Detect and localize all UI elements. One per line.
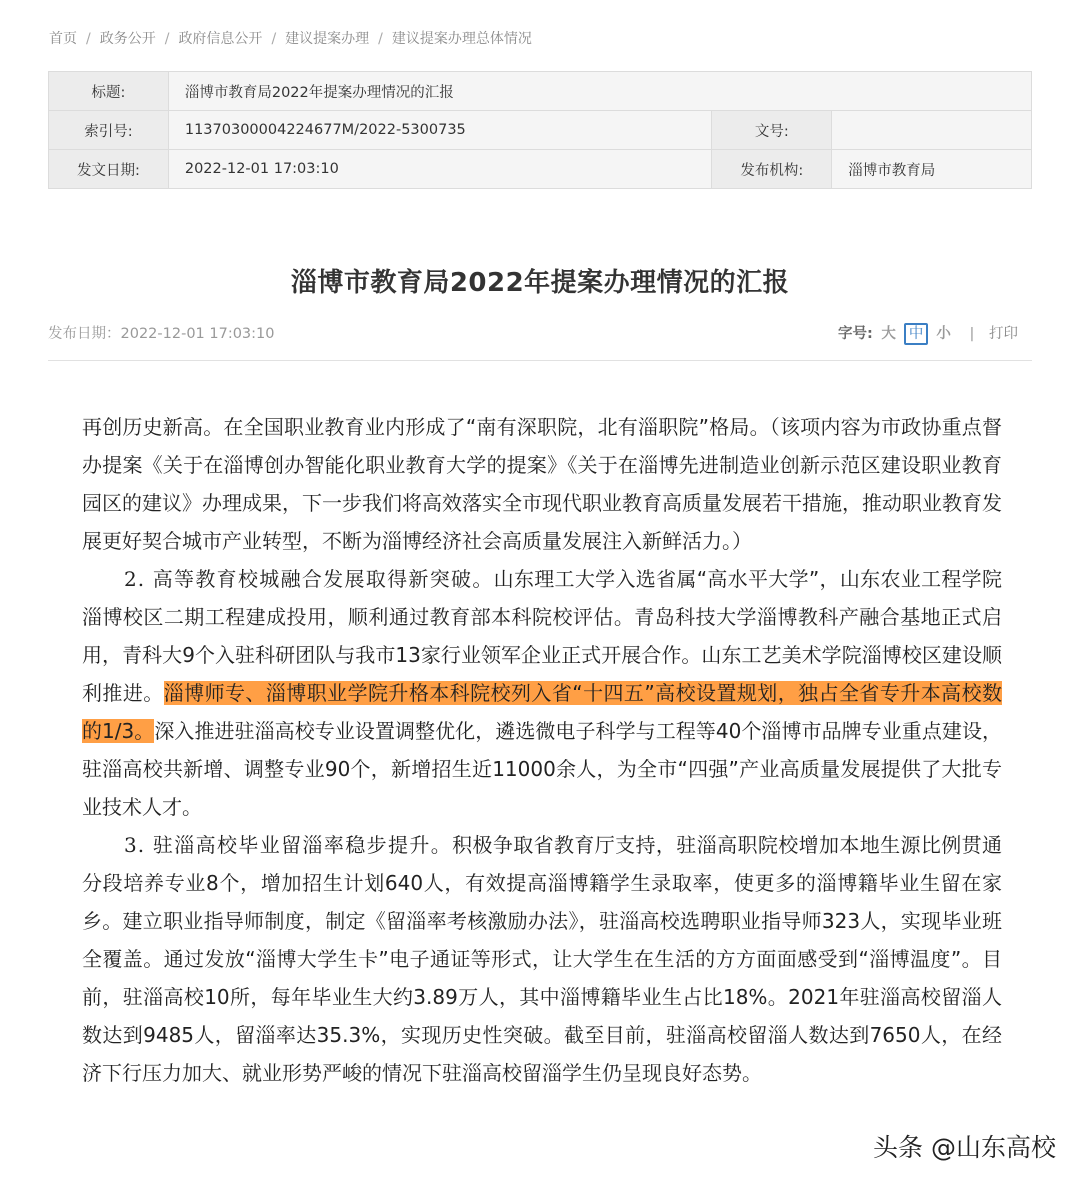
paragraph-2-heading: 2. 高等教育校城融合发展取得新突破。 — [124, 567, 494, 591]
paragraph-3-text: 积极争取省教育厅支持，驻淄高职院校增加本地生源比例贯通分段培养专业8个，增加招生计划640人，有效提高淄博籍学生录取率，使更多的淄博籍毕业生留在家乡。建立职业指导师制度，制定《留淄率考核激励办法》，驻淄高校选聘职业指导师323人，实现毕业班全覆盖。通过发放“淄博大学生卡”电子通证等形式，让大学生在生活的方方面面感受到“淄博温度”。目前，驻淄高校10所，每年毕业生大约3.89万人，其中淄博籍毕业生占比18%。2021年驻淄高校留淄人数达到9485人，留淄率达35.3%，实现历史性突破。截至目前，驻淄高校留淄人数达到7650人，在经济下行压力加大、就业形势严峻的情况下驻淄高校留淄学生仍呈现良好态势。 — [82, 833, 1002, 1085]
paragraph-3 — [82, 826, 1002, 1092]
highlighted-text: 淄博师专、淄博职业学院升格本科院校列入省“十四五”高校设置规划，独占全省专升本高校数的1/3。 — [82, 681, 1002, 743]
font-size-large-button[interactable]: 大 — [881, 326, 896, 342]
paragraph-2-text-a: 山东理工大学入选省属“高水平大学”，山东农业工程学院淄博校区二期工程建成投用，顺利通过教育部本科院校评估。青岛科技大学淄博教科产融合基地正式启用，青科大9个入驻科研团队与我市13家行业领军企业正式开展合作。山东工艺美术学院淄博校区建设顺利推进。 — [82, 567, 1002, 705]
font-size-label: 字号: — [837, 326, 873, 342]
breadcrumb-proposal-overview[interactable]: 建议提案办理总体情况 — [391, 31, 532, 47]
breadcrumb — [49, 28, 532, 48]
breadcrumb-separator: / — [86, 31, 91, 47]
document-meta-table — [48, 71, 1032, 189]
article-info-bar — [48, 322, 1032, 344]
meta-docno-label: 文号: — [712, 111, 832, 150]
meta-index-value: 11370300004224677M/2022-5300735 — [168, 111, 712, 150]
source-watermark: 头条 @山东高校 — [873, 1133, 1056, 1162]
breadcrumb-gov-info[interactable]: 政府信息公开 — [178, 31, 263, 47]
meta-org-label: 发布机构: — [712, 150, 832, 189]
publish-date: 发布日期：2022-12-01 17:03:10 — [48, 326, 275, 342]
breadcrumb-separator: / — [378, 31, 383, 47]
meta-date-label: 发文日期: — [49, 150, 169, 189]
breadcrumb-separator: / — [164, 31, 170, 47]
font-size-medium-button[interactable]: 中 — [904, 323, 929, 345]
meta-title-label: 标题: — [49, 72, 169, 111]
article-title: 淄博市教育局2022年提案办理情况的汇报 — [290, 268, 790, 298]
breadcrumb-separator: / — [271, 31, 277, 47]
meta-org-value: 淄博市教育局 — [832, 150, 1032, 189]
breadcrumb-home[interactable]: 首页 — [49, 31, 77, 47]
meta-row-index — [49, 111, 1032, 150]
paragraph-1: 再创历史新高。在全国职业教育业内形成了“南有深职院，北有淄职院”格局。（该项内容为市政协重点督办提案《关于在淄博创办智能化职业教育大学的提案》《关于在淄博先进制造业创新示范区建设职业教育园区的建议》办理成果，下一步我们将高效落实全市现代职业教育高质量发展若干措施，推动职业教育发展更好契合城市产业转型，不断为淄博经济社会高质量发展注入新鲜活力。） — [82, 415, 1002, 553]
meta-date-value: 2022-12-01 17:03:10 — [168, 150, 712, 189]
toolbar-divider: | — [969, 326, 975, 342]
article-body — [82, 408, 1002, 1092]
meta-title-value: 淄博市教育局2022年提案办理情况的汇报 — [168, 72, 1031, 111]
header-divider — [48, 360, 1032, 361]
meta-index-label: 索引号: — [49, 111, 169, 150]
print-button[interactable]: 打印 — [989, 326, 1018, 342]
breadcrumb-gov-affairs[interactable]: 政务公开 — [99, 31, 156, 47]
paragraph-3-heading: 3. 驻淄高校毕业留淄率稳步提升。 — [124, 833, 453, 857]
meta-row-date — [49, 150, 1032, 189]
font-size-controls — [838, 322, 1018, 345]
breadcrumb-proposal-handling[interactable]: 建议提案办理 — [285, 31, 370, 47]
font-size-small-button[interactable]: 小 — [936, 326, 951, 342]
paragraph-2 — [82, 560, 1002, 826]
meta-row-title — [49, 72, 1032, 111]
meta-docno-value — [832, 111, 1032, 150]
paragraph-2-text-b: 深入推进驻淄高校专业设置调整优化，遴选微电子科学与工程等40个淄博市品牌专业重点建设，驻淄高校共新增、调整专业90个，新增招生近11000余人，为全市“四强”产业高质量发展提供了大批专业技术人才。 — [82, 719, 1003, 819]
